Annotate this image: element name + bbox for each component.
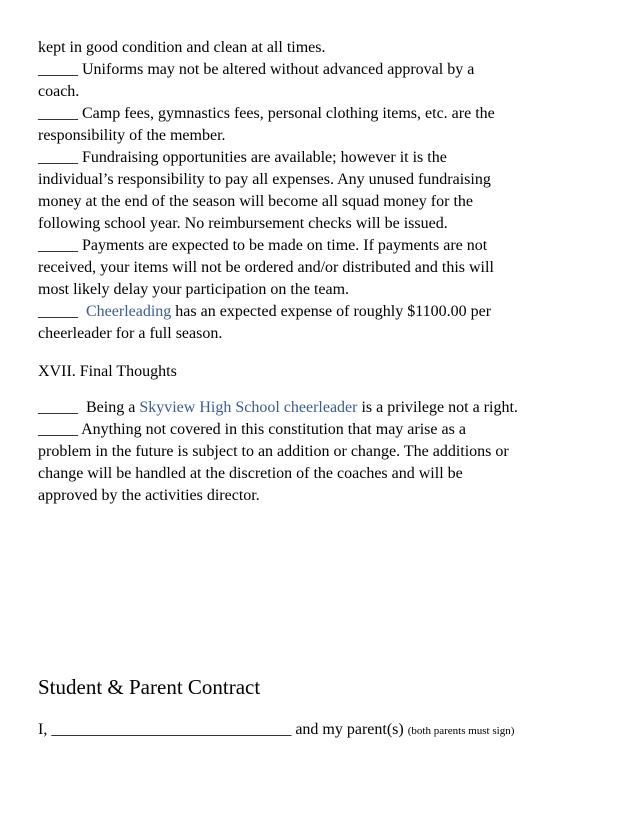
policy-item-uniforms (38, 59, 604, 103)
skyview-cheerleader-link[interactable]: Skyview High School cheerleader (139, 399, 358, 416)
signature-note: (both parents must sign) (407, 725, 515, 737)
policy-item-fundraising (38, 147, 604, 235)
text-line: change will be handled at the discretion of the coaches and will be (38, 465, 463, 482)
text-line: _____ Payments are expected to be made on time. If payments are not (38, 237, 488, 254)
policy-item-camp-fees (38, 103, 604, 147)
signature-blank-text: I, ______________________________ and my parent(s) (38, 721, 408, 738)
policy-item-expense (38, 301, 604, 345)
final-thought-privilege (38, 397, 604, 419)
policy-item-payments (38, 235, 604, 301)
text-line: individual’s responsibility to pay all expenses. Any unused fundraising (38, 171, 491, 188)
text-segment: has an expected expense of roughly $1100.00 per (171, 303, 492, 320)
spacer (38, 345, 604, 361)
text-line: coach. (38, 83, 80, 100)
cheerleading-link[interactable]: Cheerleading (86, 303, 172, 320)
contract-signature-line (38, 719, 604, 742)
text-line: kept in good condition and clean at all times. (38, 39, 326, 56)
text-segment: _____ (38, 303, 86, 320)
text-line: money at the end of the season will become all squad money for the (38, 193, 473, 210)
text-line: cheerleader for a full season. (38, 325, 223, 342)
text-line: _____ Uniforms may not be altered without advanced approval by a (38, 61, 475, 78)
text-line: _____ Fundraising opportunities are available; however it is the (38, 149, 447, 166)
text-line: responsibility of the member. (38, 127, 226, 144)
spacer (38, 507, 604, 673)
text-line: _____ Camp fees, gymnastics fees, personal clothing items, etc. are the (38, 105, 495, 122)
text-line: problem in the future is subject to an addition or change. The additions or (38, 443, 509, 460)
spacer (38, 701, 604, 719)
text-line: _____ Anything not covered in this constitution that may arise as a (38, 421, 466, 438)
document-page (38, 37, 604, 742)
section-heading-final-thoughts: XVII. Final Thoughts (38, 363, 177, 380)
text-line: approved by the activities director. (38, 487, 260, 504)
text-line: following school year. No reimbursement checks will be issued. (38, 215, 448, 232)
text-line: received, your items will not be ordered and/or distributed and this will (38, 259, 494, 276)
policy-item-clean-condition (38, 37, 604, 59)
contract-title: Student & Parent Contract (38, 675, 261, 699)
text-segment: is a privilege not a right. (357, 399, 518, 416)
spacer (38, 383, 604, 397)
text-segment: _____ Being a (38, 399, 140, 416)
text-line: most likely delay your participation on the team. (38, 281, 350, 298)
final-thought-changes (38, 419, 604, 507)
